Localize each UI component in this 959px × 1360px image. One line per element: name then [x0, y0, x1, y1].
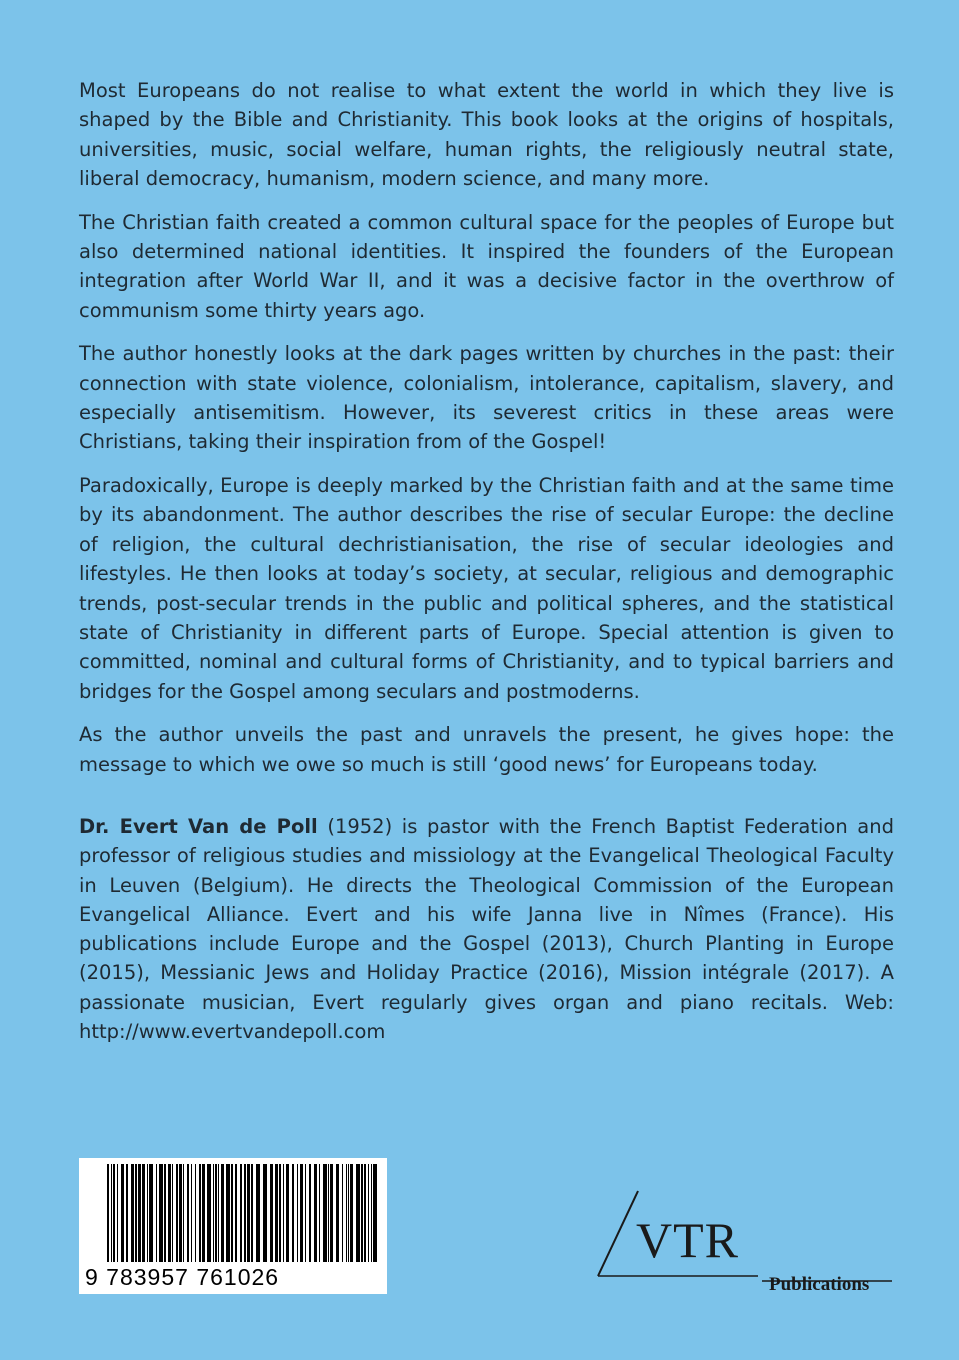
barcode-bar — [131, 1164, 134, 1262]
barcode-bar — [187, 1164, 189, 1262]
barcode-digits: 9 783957 761026 — [85, 1264, 280, 1290]
barcode-bar — [213, 1164, 214, 1262]
barcode-bar — [202, 1164, 205, 1262]
barcode-bar — [346, 1164, 347, 1262]
barcode-bar — [256, 1164, 260, 1262]
author-name: Dr. Evert Van de Poll — [79, 815, 318, 838]
barcode-bar — [199, 1164, 201, 1262]
barcode-bar — [147, 1164, 148, 1262]
barcode-bar — [275, 1164, 278, 1262]
barcode-bar — [172, 1164, 173, 1262]
blurb — [79, 76, 894, 793]
barcode-bar — [292, 1164, 294, 1262]
blurb-paragraph-5: As the author unveils the past and unravels the present, he gives hope: the message to which we owe so much is still ‘good news’ for Europeans today. — [79, 723, 894, 776]
barcode-bar — [336, 1164, 339, 1262]
barcode-bar — [297, 1164, 298, 1262]
barcode-bar — [328, 1164, 329, 1262]
barcode-bar — [368, 1164, 369, 1262]
barcode-bar — [179, 1164, 182, 1262]
barcode-bar — [191, 1164, 192, 1262]
barcode-bar — [207, 1164, 211, 1262]
author-bio — [79, 812, 894, 1046]
barcode-bars — [79, 1158, 387, 1268]
barcode-bar — [183, 1164, 184, 1262]
barcode-bar — [323, 1164, 327, 1262]
barcode-bar — [138, 1164, 141, 1262]
barcode-bar — [126, 1164, 128, 1262]
barcode-bar — [247, 1164, 250, 1262]
barcode-bar — [330, 1164, 333, 1262]
author-bio-text: (1952) is pastor with the French Baptist Federation and professor of religious studies and missiology at the Evangelical Theological Faculty in Leuven (Belgium). He directs the Theological Commission of the European Evangelical Alliance. Evert and his wife Janna live in Nîmes (France). His publications include Europe and the Gospel (2013), Church Planting in Europe (2015), Messianic Jews and Holiday Practice (2016), Mission intégrale (2017). A passionate musician, Evert regularly gives organ and piano recitals. Web: http://www.evertvandepoll.com — [79, 815, 894, 1044]
barcode-bar — [149, 1164, 153, 1262]
publisher-name: Publications — [769, 1274, 870, 1295]
barcode-bar — [361, 1164, 363, 1262]
barcode-bar — [195, 1164, 196, 1262]
barcode-bar — [117, 1164, 118, 1262]
barcode-bar — [286, 1164, 289, 1262]
barcode-bar — [240, 1164, 242, 1262]
barcode-bar — [107, 1164, 109, 1262]
barcode-bar — [168, 1164, 171, 1262]
barcode-bar — [373, 1164, 377, 1262]
publisher-logo — [592, 1186, 897, 1301]
barcode-bar — [270, 1164, 273, 1262]
barcode-bar — [305, 1164, 306, 1262]
barcode-bar — [113, 1164, 115, 1262]
barcode-bar — [283, 1164, 284, 1262]
barcode-bar — [159, 1164, 163, 1262]
barcode-bar — [348, 1164, 349, 1262]
barcode-bar — [231, 1164, 233, 1262]
barcode-bar — [263, 1164, 267, 1262]
barcode-bar — [156, 1164, 157, 1262]
barcode-bar — [342, 1164, 343, 1262]
barcode-bar — [300, 1164, 303, 1262]
barcode-bar — [350, 1164, 353, 1262]
barcode-bar — [319, 1164, 320, 1262]
barcode-bar — [279, 1164, 281, 1262]
barcode-bar — [314, 1164, 317, 1262]
logo-vtr: VTR — [636, 1212, 739, 1268]
blurb-paragraph-1: Most Europeans do not realise to what extent the world in which they live is shaped by the Bible and Christianity. This book looks at the origins of hospitals, universities, music, social welfare, human rights, the religiously neutral state, liberal democracy, humanism, modern science, and many more. — [79, 79, 894, 191]
barcode-bar — [235, 1164, 237, 1262]
barcode-bar — [371, 1164, 372, 1262]
barcode-bar — [135, 1164, 137, 1262]
barcode-bar — [218, 1164, 219, 1262]
barcode-bar — [111, 1164, 112, 1262]
blurb-paragraph-4: Paradoxically, Europe is deeply marked by the Christian faith and at the same time by its abandonment. The author describes the rise of secular Europe: the decline of religion, the cultural dechristianisation, the rise of secular ideologies and lifestyles. He then looks at today’s society, at secular, religious and demographic trends, post-secular trends in the public and political spheres, and the statistical state of Christianity in different parts of Europe. Special attention is given to committed, nominal and cultural forms of Christianity, and to typical barriers and bridges for the Gospel among seculars and postmoderns. — [79, 473, 894, 703]
barcode-bar — [364, 1164, 366, 1262]
barcode-bar — [244, 1164, 246, 1262]
barcode-bar — [142, 1164, 145, 1262]
blurb-paragraph-2: The Christian faith created a common cultural space for the peoples of Europe but also determined national identities. It inspired the founders of the European integration after World War II, and it was a decisive factor in the overthrow of communism some thirty years ago. — [79, 210, 894, 322]
barcode-bar — [356, 1164, 360, 1262]
barcode-bar — [121, 1164, 124, 1262]
barcode-bar — [164, 1164, 166, 1262]
barcode-bar — [221, 1164, 224, 1262]
isbn-barcode — [79, 1158, 387, 1294]
barcode-bar — [309, 1164, 311, 1262]
blurb-paragraph-3: The author honestly looks at the dark pages written by churches in the past: their connection with state violence, colonialism, intolerance, capitalism, slavery, and especially antisemitism. However, its severest critics in these areas were Christians, taking their inspiration from of the Gospel! — [79, 342, 894, 454]
barcode-bar — [251, 1164, 253, 1262]
barcode-bar — [215, 1164, 217, 1262]
barcode-bar — [226, 1164, 230, 1262]
barcode-bar — [176, 1164, 178, 1262]
